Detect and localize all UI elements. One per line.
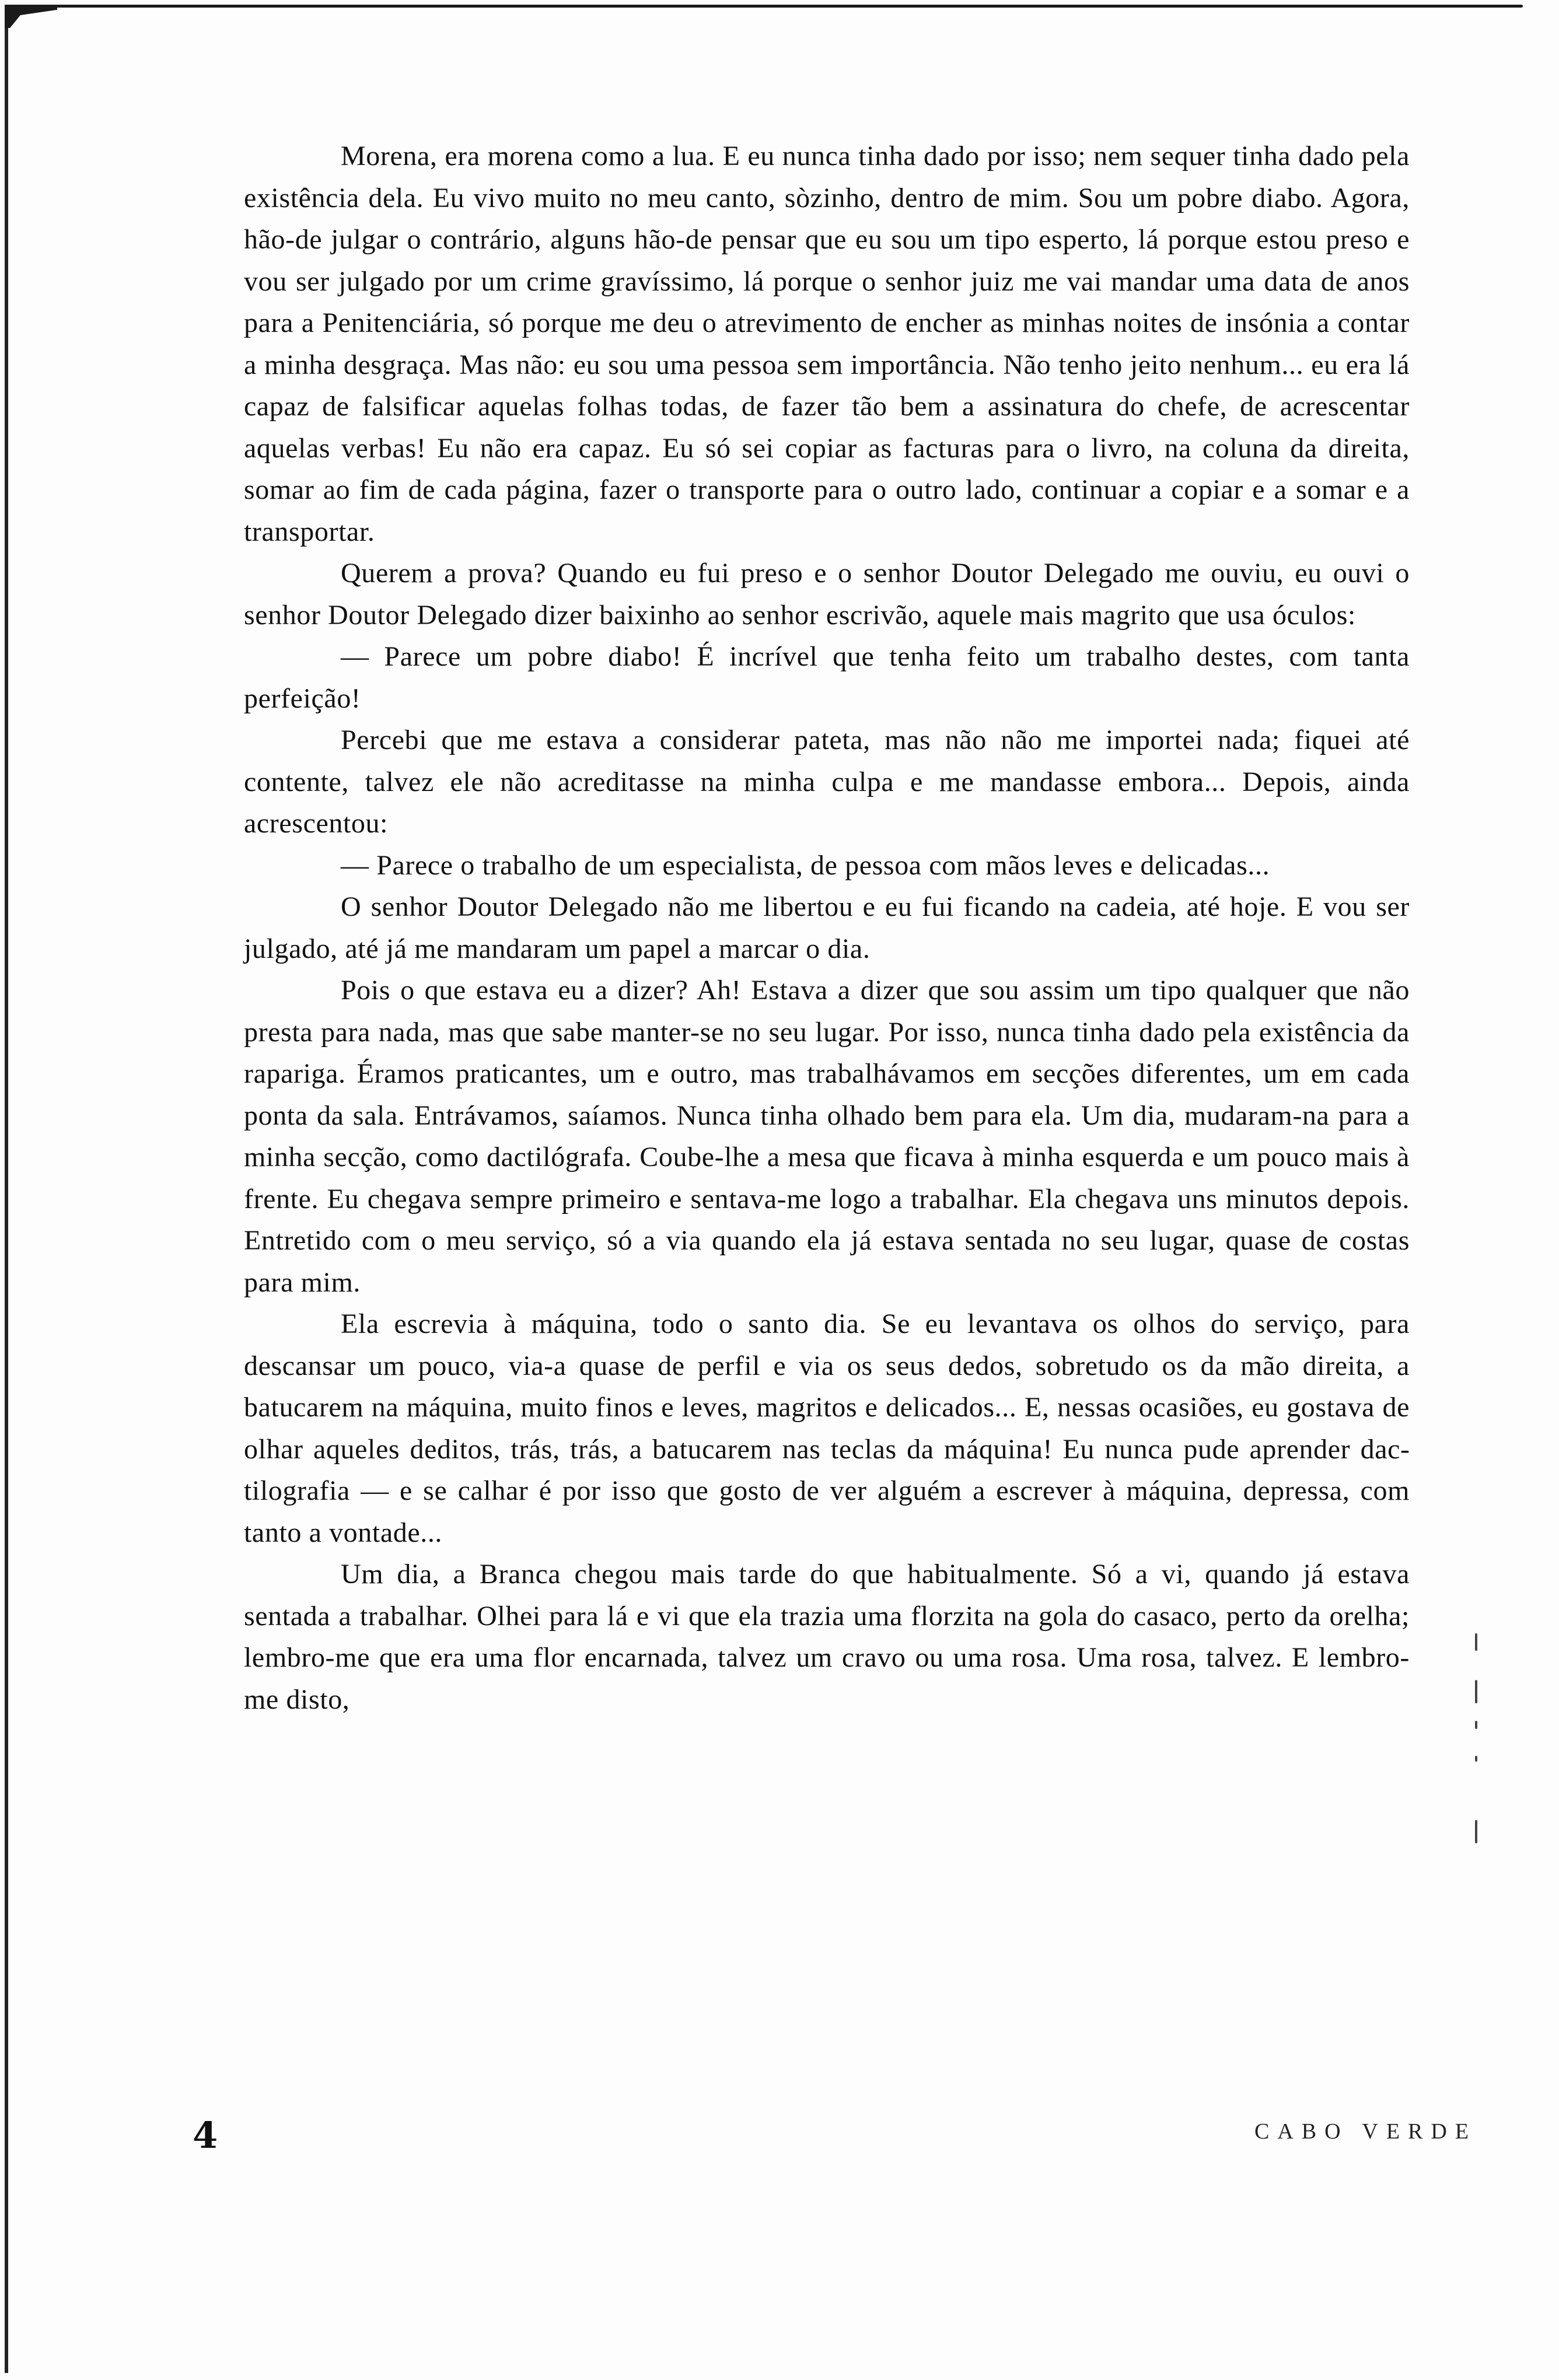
paragraph-5: Pois o que estava eu a dizer? Ah! Estava a dizer que sou assim um tipo qualquer que não presta para nada, mas que sabe manter-se no seu lugar. Por isso, nunca tinha dado pela existência da rapariga. Éramos praticantes, um e outro, mas trabalhávamos em secções diferentes, um em cada ponta da sala. Entrávamos, saíamos. Nunca tinha olhado bem para ela. Um dia, mudaram-na para a minha secção, como dactilógrafa. Coube-lhe a mesa que ficava à minha esquerda e um pouco mais à frente. Eu chegava sempre primeiro e sentava-me logo a trabalhar. Ela chegava uns minutos depois. Entretido com o meu serviço, só a via quando ela já estava sentada no seu lugar, quase de costas para mim. — [244, 975, 1410, 1298]
scan-border-top — [6, 5, 1523, 8]
paragraph-6: Ela escrevia à máquina, todo o santo dia. Se eu levantava os olhos do serviço, para descansar um pouco, via-a quase de perfil e via os seus dedos, sobretudo os da mão direita, a batucarem na máquina, muito finos e leves, magritos e delicados... E, nessas ocasiões, eu gostava de olhar aqueles deditos, trás, trás, a batucarem nas teclas da máquina! Eu nunca pude aprender dactilografia — e se calhar é por isso que gosto de ver alguém a escrever à máquina, depressa, com tanto a vontade... — [244, 1308, 1410, 1548]
paragraph-7: Um dia, a Branca chegou mais tarde do que habitualmente. Só a vi, quando já estava sentada a trabalhar. Olhei para lá e vi que ela trazia uma florzita na gola do casaco, perto da orelha; lembro-me que era uma flor encarnada, talvez um cravo ou uma rosa. Uma rosa, talvez. E lembro-me disto, — [244, 1559, 1410, 1715]
magazine-title: CABO VERDE — [1254, 2119, 1477, 2144]
page-number: 4 — [193, 2114, 218, 2157]
scan-border-corner — [5, 5, 57, 28]
scan-border-left — [5, 5, 8, 2373]
paragraph-3: Percebi que me estava a considerar pateta, mas não não me importei nada; fiquei até contente, talvez ele não acreditasse na minha culpa e me mandasse embora... Depois, ainda acrescentou: — [244, 724, 1410, 839]
dialogue-2: — Parece o trabalho de um especialista, de pessoa com mãos leves e delicadas... — [341, 849, 1270, 881]
article-body — [244, 135, 1410, 1720]
paragraph-2: Querem a prova? Quando eu fui preso e o senhor Doutor Delegado me ouviu, eu ouvi o senhor Doutor Delegado dizer baixinho ao senhor escrivão, aquele mais magrito que usa óculos: — [244, 558, 1410, 631]
paragraph-4: O senhor Doutor Delegado não me libertou e eu fui ficando na cadeia, até hoje. E vou ser julgado, até já me mandaram um papel a marcar o dia. — [244, 891, 1410, 964]
dialogue-1: — Parece um pobre diabo! É incrível que tenha feito um trabalho destes, com tanta perfeição! — [244, 641, 1410, 714]
paragraph-1: Morena, era morena como a lua. E eu nunca tinha dado por isso; nem sequer tinha dado pela existência dela. Eu vivo muito no meu canto, sòzinho, dentro de mim. Sou um pobre diabo. Agora, hão-de julgar o contrário, alguns hão-de pensar que eu sou um tipo esperto, lá porque estou preso e vou ser julgado por um crime gravíssimo, lá porque o senhor juiz me vai mandar uma data de anos para a Penitenciária, só porque me deu o atrevimento de encher as minhas noites de insónia a contar a minha desgraça. Mas não: eu sou uma pessoa sem importância. Não tenho jeito nenhum... eu era lá capaz de falsificar aquelas folhas todas, de fazer tão bem a assinatura do chefe, de acrescentar aquelas verbas! Eu não era capaz. Eu só sei copiar as facturas para o livro, na coluna da direita, somar ao fim de cada página, fazer o transporte para o outro lado, continuar a copiar e a somar e a transportar. — [244, 141, 1410, 547]
margin-specks — [1470, 1633, 1482, 1878]
